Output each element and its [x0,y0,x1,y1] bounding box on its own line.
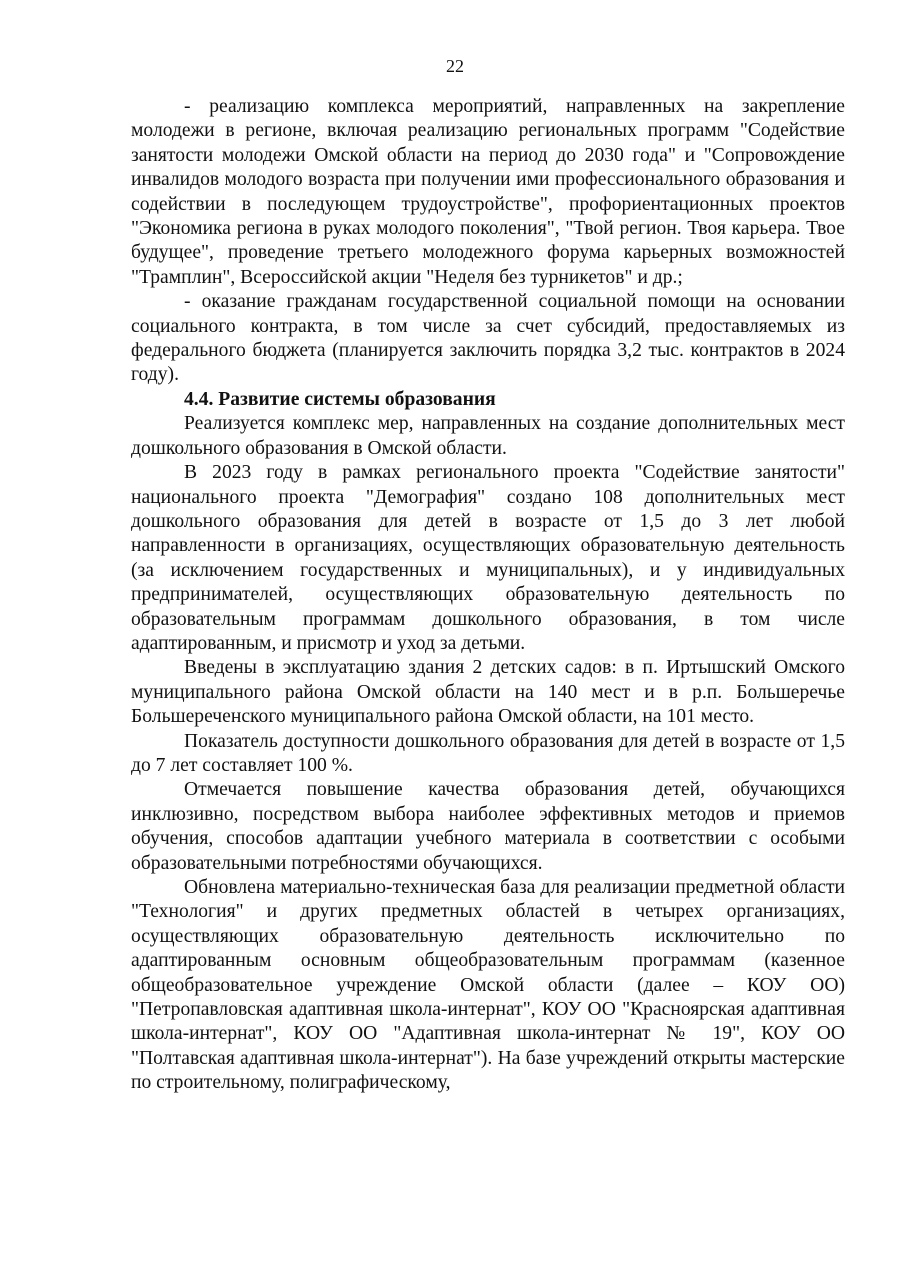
paragraph-inclusive-education: Отмечается повышение качества образования детей, обучающихся инклюзивно, посредством выбора наиболее эффективных методов и приемов обучения, способов адаптации учебного материала в соответствии с особыми образовательными потребностями обучающихся. [131,779,845,874]
paragraph-demography-project: В 2023 году в рамках регионального проекта "Содействие занятости" национального проекта "Демография" создано 108 дополнительных мест дошкольного образования для детей в возрасте от 1,5 до 3 лет любой направленности в организациях, осуществляющих образовательную деятельность (за исключением государственных и муниципальных), и у индивидуальных предпринимателей, осуществляющих образовательную деятельность по образовательным программам дошкольного образования, в том числе адаптированным, и присмотр и уход за детьми. [131,462,845,654]
paragraph-kindergartens: Введены в эксплуатацию здания 2 детских садов: в п. Иртышский Омского муниципального района Омской области на 140 мест и в р.п. Большеречье Большереченского муниципального района Омской области, на 101 место. [131,657,845,728]
list-item-social-contract: - оказание гражданам государственной социальной помощи на основании социального контракта, в том числе за счет субсидий, предоставляемых из федерального бюджета (планируется заключить порядка 3,2 тыс. контрактов в 2024 году). [131,291,845,386]
paragraph-technical-base: Обновлена материально-техническая база для реализации предметной области "Технология" и других предметных областей в четырех организациях, осуществляющих образовательную деятельность исключительно по адаптированным основным общеобразовательным программам (казенное общеобразовательное учреждение Омской области (далее – КОУ ОО) "Петропавловская адаптивная школа-интернат", КОУ ОО "Красноярская адаптивная школа-интернат", КОУ ОО "Адаптивная школа-интернат № 19", КОУ ОО "Полтавская адаптивная школа-интернат"). На базе учреждений открыты мастерские по строительному, полиграфическому, [131,877,845,1094]
paragraph-accessibility: Показатель доступности дошкольного образования для детей в возрасте от 1,5 до 7 лет составляет 100 %. [131,730,845,776]
section-heading: 4.4. Развитие системы образования [184,388,496,410]
page-number: 22 [446,56,464,76]
page-body [131,95,845,1096]
paragraph-preschool-places: Реализуется комплекс мер, направленных на создание дополнительных мест дошкольного образования в Омской области. [131,413,845,459]
list-item-youth-retention: - реализацию комплекса мероприятий, направленных на закрепление молодежи в регионе, включая реализацию региональных программ "Содействие занятости молодежи Омской области на период до 2030 года" и "Сопровождение инвалидов молодого возраста при получении ими профессионального образования и содействии в последующем трудоустройстве", профориентационных проектов "Экономика региона в руках молодого поколения", "Твой регион. Твоя карьера. Твое будущее", проведение третьего молодежного форума карьерных возможностей "Трамплин", Всероссийской акции "Неделя без турникетов" и др.; [131,96,845,288]
